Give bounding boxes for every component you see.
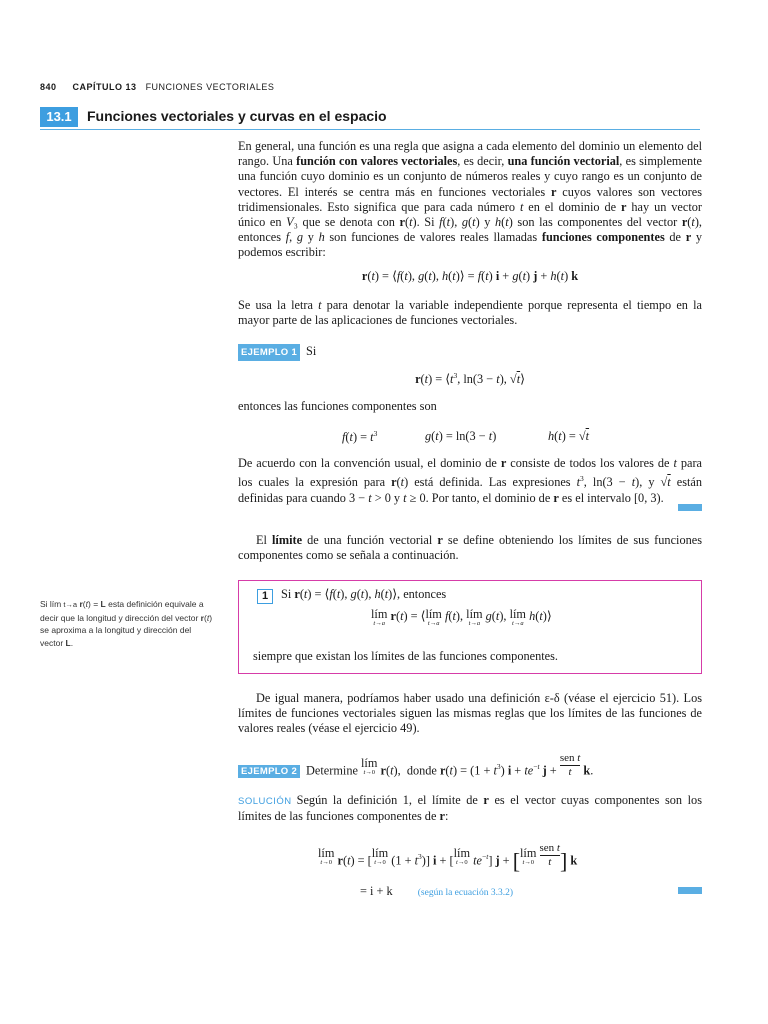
definition-line-1: Si r(t) = ⟨f(t), g(t), h(t)⟩, entonces	[281, 587, 447, 601]
component-g: g(t) = ln(3 − t)	[425, 429, 497, 443]
definition-limit-equation: lím t→a r(t) = ⟨lím t→a f(t), lím t→a g(t), lím t→a h(t)⟩	[371, 607, 552, 627]
chapter-title: FUNCIONES VECTORIALES	[145, 82, 275, 92]
solution-note: (según la ecuación 3.3.2)	[417, 888, 513, 898]
running-header	[40, 82, 274, 92]
solution-label: SOLUCIÓN	[238, 796, 292, 807]
solution-paragraph: SOLUCIÓN Según la definición 1, el límite de r es el vector cuyas componentes son los límites de las funciones componentes de r:	[238, 793, 702, 824]
example-1-badge: EJEMPLO 1	[238, 344, 300, 361]
chapter-label: CAPÍTULO 13	[72, 82, 137, 92]
solution-equation-2: = i + k (según la ecuación 3.3.2)	[360, 884, 513, 898]
section-number: 13.1	[40, 107, 78, 127]
end-of-example-marker	[678, 504, 702, 511]
example-1-text: entonces las funciones componentes son	[238, 399, 437, 413]
paragraph-intro: En general, una función es una regla que asigna a cada elemento del dominio un elemento del rango. Una función con valores vectoriales, es decir, una función vectorial, es simplemente una función cuyo dominio es un conjunto de números reales y cuyo rango es un conjunto de vectores. El interés se centra más en funciones vectoriales r cuyos valores son vectores tridimensionales. Esto significa que para cada número t en el dominio de r hay un vector único en V₃ que se denota con r(t). Si f(t), g(t) y h(t) son las componentes del vector r(t), entonces f, g y h son funciones de valores reales llamadas funciones componentes de r y podemos escribir:	[238, 139, 702, 260]
example-2-statement: EJEMPLO 2 Determine lím t→0 r(t), donde $r(t) = (1 + t^3)$ $i + te^{-t}$ j + sen t t k.	[238, 758, 593, 785]
definition-line-3: siempre que existan los límites de las funciones componentes.	[253, 649, 558, 663]
paragraph-variable-t: Se usa la letra t para denotar la variable independiente porque representa el tiempo en la mayor parte de las aplicaciones de funciones vectoriales.	[238, 298, 702, 328]
paragraph-limit-intro: El límite de una función vectorial r se define obteniendo los límites de sus funciones componentes como se señala a continuación.	[238, 533, 702, 563]
definition-box	[238, 580, 702, 674]
paragraph-epsilon-delta: De igual manera, podríamos haber usado una definición ε-δ (véase el ejercicio 51). Los límites de funciones vectoriales siguen las mismas reglas que los límites de las funciones de valores reales (véase el ejercicio 49).	[238, 691, 702, 736]
component-f: $f(t) = t^3$	[342, 429, 378, 445]
definition-number: 1	[257, 589, 273, 604]
paragraph-domain: De acuerdo con la convención usual, el dominio de r consiste de todos los valores de t para los cuales la expresión para r(t) está definida. Las expresiones $t^3$, ln(3 − t), y √t están definidas para cuando 3 − t > 0 y t ≥ 0. Por tanto, el dominio de r es el intervalo [0, 3).	[238, 456, 703, 505]
component-h: h(t) = √t	[548, 429, 590, 443]
page-number: 840	[40, 82, 57, 92]
solution-equation-1: lím t→0 r(t) = [lím t→0 $(1 + t^3)$] i + [lím t→0 $te^{-t}$] j + [lím t→0 sen t t ] k	[318, 842, 578, 874]
section-heading	[40, 107, 700, 130]
example-1-equation: $r(t) = ⟨t^3$, ln(3 − t), √t⟩	[415, 371, 525, 387]
end-of-solution-marker	[678, 887, 702, 894]
example-2-badge: EJEMPLO 2	[238, 765, 300, 778]
example-1-heading: EJEMPLO 1 Si	[238, 344, 702, 361]
equation-component-form: r(t) = ⟨f(t), g(t), h(t)⟩ = f(t) i + g(t) j + h(t) k	[361, 269, 579, 283]
section-title: Funciones vectoriales y curvas en el espacio	[87, 108, 387, 124]
sidebar-note: Si lím t→a r(t) = L esta definición equivale a decir que la longitud y dirección del vector r(t) se aproxima a la longitud y dirección del vector L.	[40, 599, 213, 648]
